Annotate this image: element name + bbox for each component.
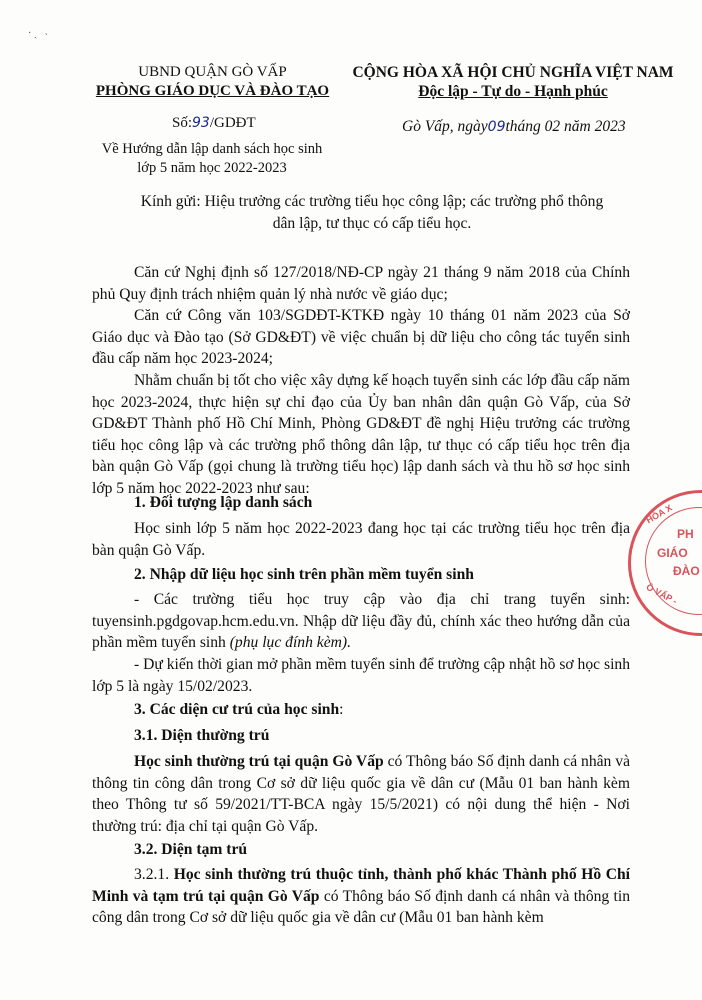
heading-3-2: 3.2. Diện tạm trú [134, 841, 248, 858]
document-date: Gò Vấp, ngày09tháng 02 năm 2023 [402, 118, 626, 135]
paragraph-section-2b: - Dự kiến thời gian mở phần mềm tuyển sinh để trường cập nhật hồ sơ học sinh lớp 5 là ngày 15/02/2023. [92, 656, 630, 695]
national-motto: Độc lập - Tự do - Hạnh phúc [418, 83, 608, 100]
recipient: Kính gửi: Hiệu trưởng các trường tiểu học công lập; các trường phổ thông dân lập, tư thục có cấp tiểu học. [140, 193, 604, 232]
official-stamp: HÒA X PH GIÁO ĐÀO Ò VẤP - [628, 490, 702, 636]
document-number: Số:93/GDĐT [172, 115, 256, 131]
paragraph-section-3-2-1: 3.2.1. Học sinh thường trú thuộc tỉnh, thành phố khác Thành phố Hồ Chí Minh và tạm trú tại quận Gò Vấp có Thông báo Số định danh cá nhân và thông tin công dân trong Cơ sở dữ liệu quốc gia về dân cư (Mẫu 01 ban hành kèm [92, 866, 631, 926]
heading-3-1: 3.1. Diện thường trú [134, 727, 270, 744]
paragraph-purpose: Nhằm chuẩn bị tốt cho việc xây dựng kế hoạch tuyển sinh các lớp đầu cấp năm học 2023-2024, thực hiện sự chỉ đạo của Ủy ban nhân dân quận Gò Vấp, của Sở GD&ĐT Thành phố Hồ Chí Minh, Phòng GD&ĐT đề nghị Hiệu trưởng các trường tiểu học công lập và các trường phổ thông dân lập, tư thục có cấp tiểu học trên địa bàn quận Gò Vấp (gọi chung là trường tiểu học) lập danh sách và thu hồ sơ học sinh lớp 5 năm học 2022-2023 như sau: [92, 372, 630, 497]
agency-name: UBND QUẬN GÒ VẤP [138, 64, 287, 80]
national-title: CỘNG HÒA XÃ HỘI CHỦ NGHĨA VIỆT NAM [352, 64, 674, 81]
paragraph-legal-basis-2: Căn cứ Công văn 103/SGDĐT-KTKĐ ngày 10 tháng 01 năm 2023 của Sở Giáo dục và Đào tạo (Sở GD&ĐT) về việc chuẩn bị dữ liệu cho công tác tuyển sinh đầu cấp năm học 2023-2024; [92, 307, 630, 367]
paragraph-section-3-1: Học sinh thường trú tại quận Gò Vấp có Thông báo Số định danh cá nhân và thông tin công dân trong Cơ sở dữ liệu quốc gia về dân cư (Mẫu 01 ban hành kèm theo Thông tư số 59/2021/TT-BCA ngày 15/5/2021) có nội dung thể hiện - Nơi thường trú: địa chỉ tại quận Gò Vấp. [92, 753, 630, 835]
heading-3: 3. Các diện cư trú của học sinh: [134, 701, 344, 718]
paragraph-section-1: Học sinh lớp 5 năm học 2022-2023 đang học tại các trường tiểu học trên địa bàn quận Gò Vấp. [92, 520, 630, 559]
document-subject: Về Hướng dẫn lập danh sách học sinh lớp 5 năm học 2022-2023 [101, 141, 323, 176]
header-right [348, 63, 678, 101]
department-name: PHÒNG GIÁO DỤC VÀ ĐÀO TẠO [95, 83, 330, 99]
paragraph-legal-basis-1: Căn cứ Nghị định số 127/2018/NĐ-CP ngày 21 tháng 9 năm 2018 của Chính phủ Quy định trách nhiệm quản lý nhà nước về giáo dục; [92, 264, 630, 303]
paragraph-section-2a: - Các trường tiểu học truy cập vào địa chỉ trang tuyển sinh: tuyensinh.pgdgovap.hcm.edu.vn. Nhập dữ liệu đầy đủ, chính xác theo hướng dẫn của phần mềm tuyển sinh (phụ lục đính kèm). [92, 591, 630, 651]
heading-2: 2. Nhập dữ liệu học sinh trên phần mềm tuyển sinh [134, 566, 474, 583]
header-left [90, 63, 335, 101]
scan-marks: · ˎ ˴ [28, 28, 48, 39]
handwritten-day: 09 [487, 119, 506, 135]
heading-1: 1. Đối tượng lập danh sách [134, 494, 313, 511]
handwritten-number: 93 [192, 115, 210, 131]
